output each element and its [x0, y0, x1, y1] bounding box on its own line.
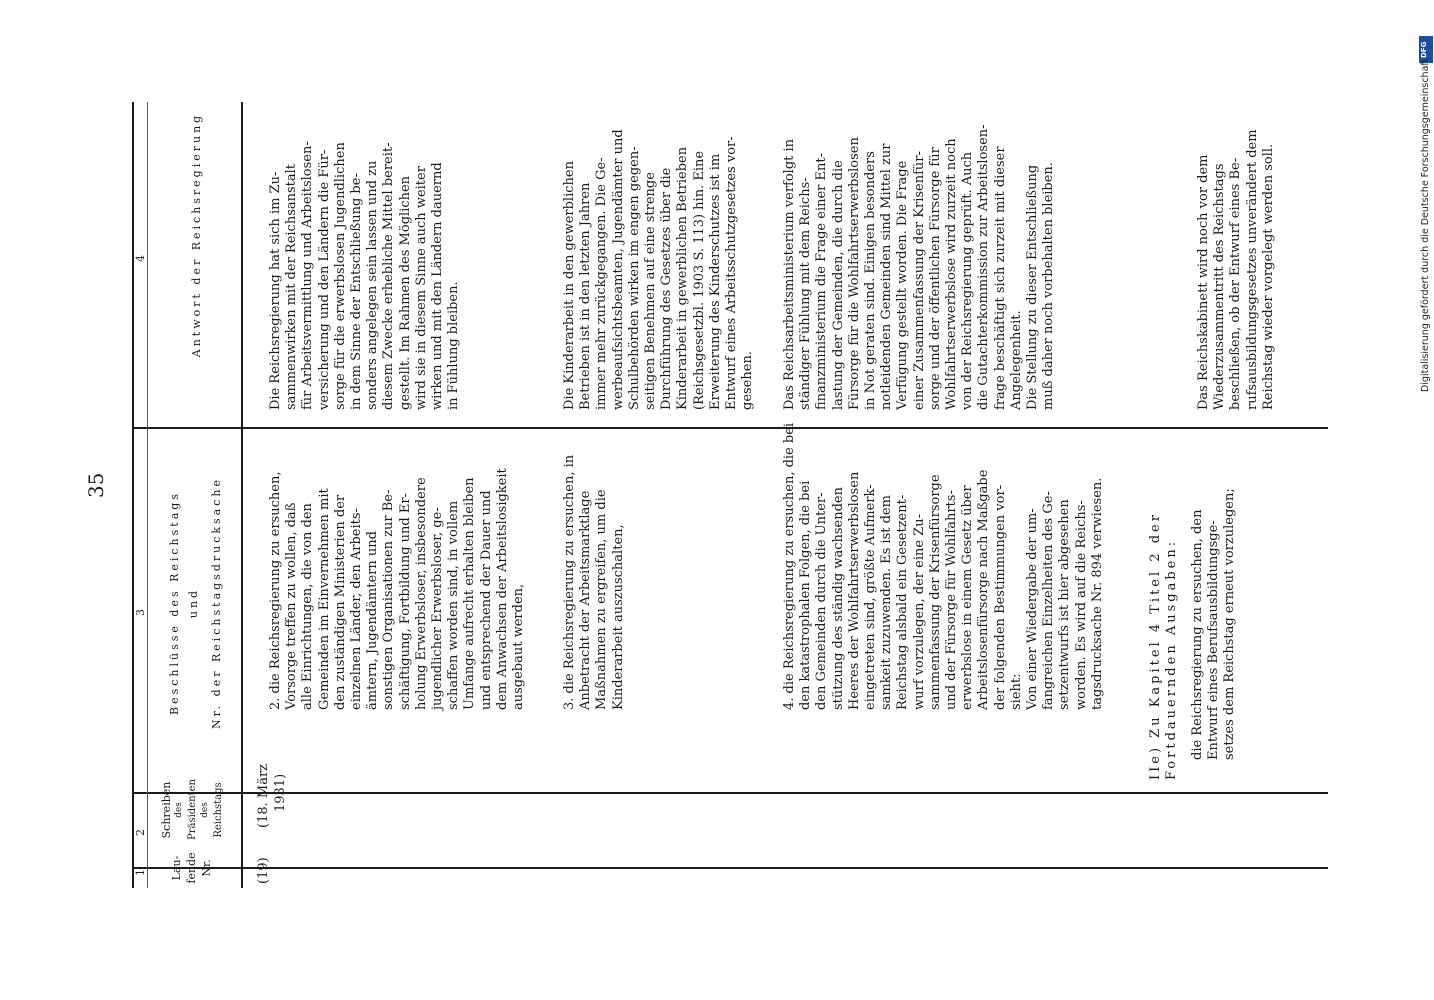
resolution-3: 3. die Reichsregierung zu ersuchen, in Anbetracht der Arbeitsmarktlage Maßnahmen zu ergreifen, um die Kinderarbeit auszuschalten,	[562, 454, 626, 710]
answer-2: Die Kinderarbeit in den gewerblichen Betrieben ist in den letzten Jahren immer mehr zurückgegangen. Die Ge- werbeaufsichtsbeamten, Jugendämter und Schulbehörden wirken im engen gegen- seitigen Benehmen auf eine strenge Durchführung des Gesetzes über die Kinderarbeit in gewerblichen Betrieben (Reichsgesetzbl. 1903 S. 113) hin. Eine Erweiterung des Kinderschutzes ist im Entwurf eines Arbeitsschutzgesetzes vor- gesehen.	[562, 129, 756, 410]
header-col2-line2: des	[174, 802, 184, 818]
header-col3-line2: und	[187, 587, 200, 619]
column-number-1: 1	[134, 869, 147, 876]
number-row-rule	[147, 102, 148, 888]
header-col3-line1: Beschlüsse des Reichstags	[168, 491, 181, 715]
header-col2-line1: Schreiben	[160, 781, 173, 839]
dfg-logo: DFG	[1419, 36, 1433, 63]
page-number: 35	[84, 472, 108, 498]
header-col1-line3: Nr.	[200, 859, 213, 877]
resolution-4: 4. die Reichsregierung zu ersuchen, die bei den katastrophalen Folgen, die bei den Gemeinden durch die Unter- stützung des ständig wachsenden Heeres der Wohlfahrtserwerbslosen eingetreten sind, größte Aufmerk- samkeit zuzuwenden. Es ist dem Reichstag alsbald ein Gesetzent- wurf vorzulegen, der eine Zu- sammenfassung der Krisenfürsorge und der Fürsorge für Wohlfahrts- erwerbslose in einem Gesetz über Arbeitslosenfürsorge nach Maßgabe der folgenden Bestimmungen vor- sieht: Von einer Wiedergabe der um- fangreichen Einzelheiten des Ge- setzentwurfs ist hier abgesehen worden. Es wird auf die Reichs- tagsdrucksache Nr. 894 verwiesen.	[782, 422, 1105, 710]
header-col2-line5: Reichstags	[213, 782, 224, 838]
header-col1-line2: fende	[185, 852, 198, 884]
resolution-2: 2. die Reichsregierung zu ersuchen, Vorsorge treffen zu wollen, daß alle Einrichtungen, die von den Gemeinden im Einvernehmen mit den zuständigen Ministerien der einzelnen Länder, den Arbeits- ämtern, Jugendämtern und sonstigen Organisationen zur Be- schäftigung, Fortbildung und Er- holung Erwerbsloser, insbesondere jugendlicher Erwerbsloser, ge- schaffen worden sind, in vollem Umfange aufrecht erhalten bleiben und entsprechend der Dauer und dem Anwachsen der Arbeitslosigkeit ausgebaut werden,	[268, 468, 527, 710]
header-col2-line4: des	[200, 802, 210, 818]
row-number: (19)	[256, 857, 271, 884]
header-col2-line3: Präsidenten	[187, 779, 198, 840]
column-number-4: 4	[134, 255, 147, 262]
resolution-5: die Reichsregierung zu ersuchen, den Entwurf eines Berufsausbildungsge- setzes dem Reichstag erneut vorzulegen;	[1190, 488, 1238, 760]
section-heading-iie: IIe) Zu Kapitel 4 Titel 2 der Fortdauernden Ausgaben:	[1148, 512, 1180, 780]
header-col3-line3: Nr. der Reichstagsdrucksache	[210, 477, 223, 730]
col3-col4-rule	[132, 427, 1328, 429]
answer-1: Die Reichsregierung hat sich im Zu- sammenwirken mit der Reichsanstalt für Arbeitsvermittlung und Arbeitslosen- versicherung und den Ländern die Für- sorge für die erwerbslosen Jugendlichen in dem Sinne der Entschließung be- sonders angelegen sein lassen und zu diesem Zwecke erhebliche Mittel bereit- gestellt. Im Rahmen des Möglichen wird sie in diesem Sinne auch weiter wirken und mit den Ländern dauernd in Fühlung bleiben.	[268, 141, 462, 410]
answer-4: Das Reichskabinett wird noch vor dem Wiederzusammentritt des Reichstags beschließen, ob der Entwurf eines Be- rufsausbildungsgesetzes unverändert dem Reichstag wieder vorgelegt werden soll.	[1196, 129, 1276, 410]
header-bottom-rule	[241, 102, 243, 888]
header-col1-line1: Lau-	[170, 855, 183, 881]
col1-col2-rule	[132, 867, 1328, 869]
row-date-line2: 1931)	[273, 773, 288, 812]
answer-3: Das Reichsarbeitsministerium verfolgt in ständiger Fühlung mit dem Reichs- finanzministerium die Frage einer Ent- lastung der Gemeinden, die durch die Fürsorge für die Wohlfahrtserwerbslosen in Not geraten sind. Einigen besonders notleidenden Gemeinden sind Mittel zur Verfügung gestellt worden. Die Frage einer Zusammenfassung der Krisenfür- sorge und der öffentlichen Fürsorge für Wohlfahrtserwerbslose wird zurzeit noch von der Reichsregierung geprüft. Auch die Gutachterkommission zur Arbeitslosen- frage beschäftigt sich zurzeit mit dieser Angelegenheit. Die Stellung zu dieser Entschließung muß daher noch vorbehalten bleiben.	[782, 124, 1057, 410]
column-number-2: 2	[134, 829, 147, 836]
table-top-rule	[132, 102, 134, 888]
header-col4-title: Antwort der Reichsregierung	[190, 112, 203, 358]
col2-col3-rule	[132, 792, 1328, 794]
digitization-credit: Digitalisierung gefördert durch die Deutsche Forschungsgemeinschaft	[1420, 58, 1431, 392]
column-number-3: 3	[134, 609, 147, 616]
row-date-line1: (18. März	[256, 763, 271, 828]
